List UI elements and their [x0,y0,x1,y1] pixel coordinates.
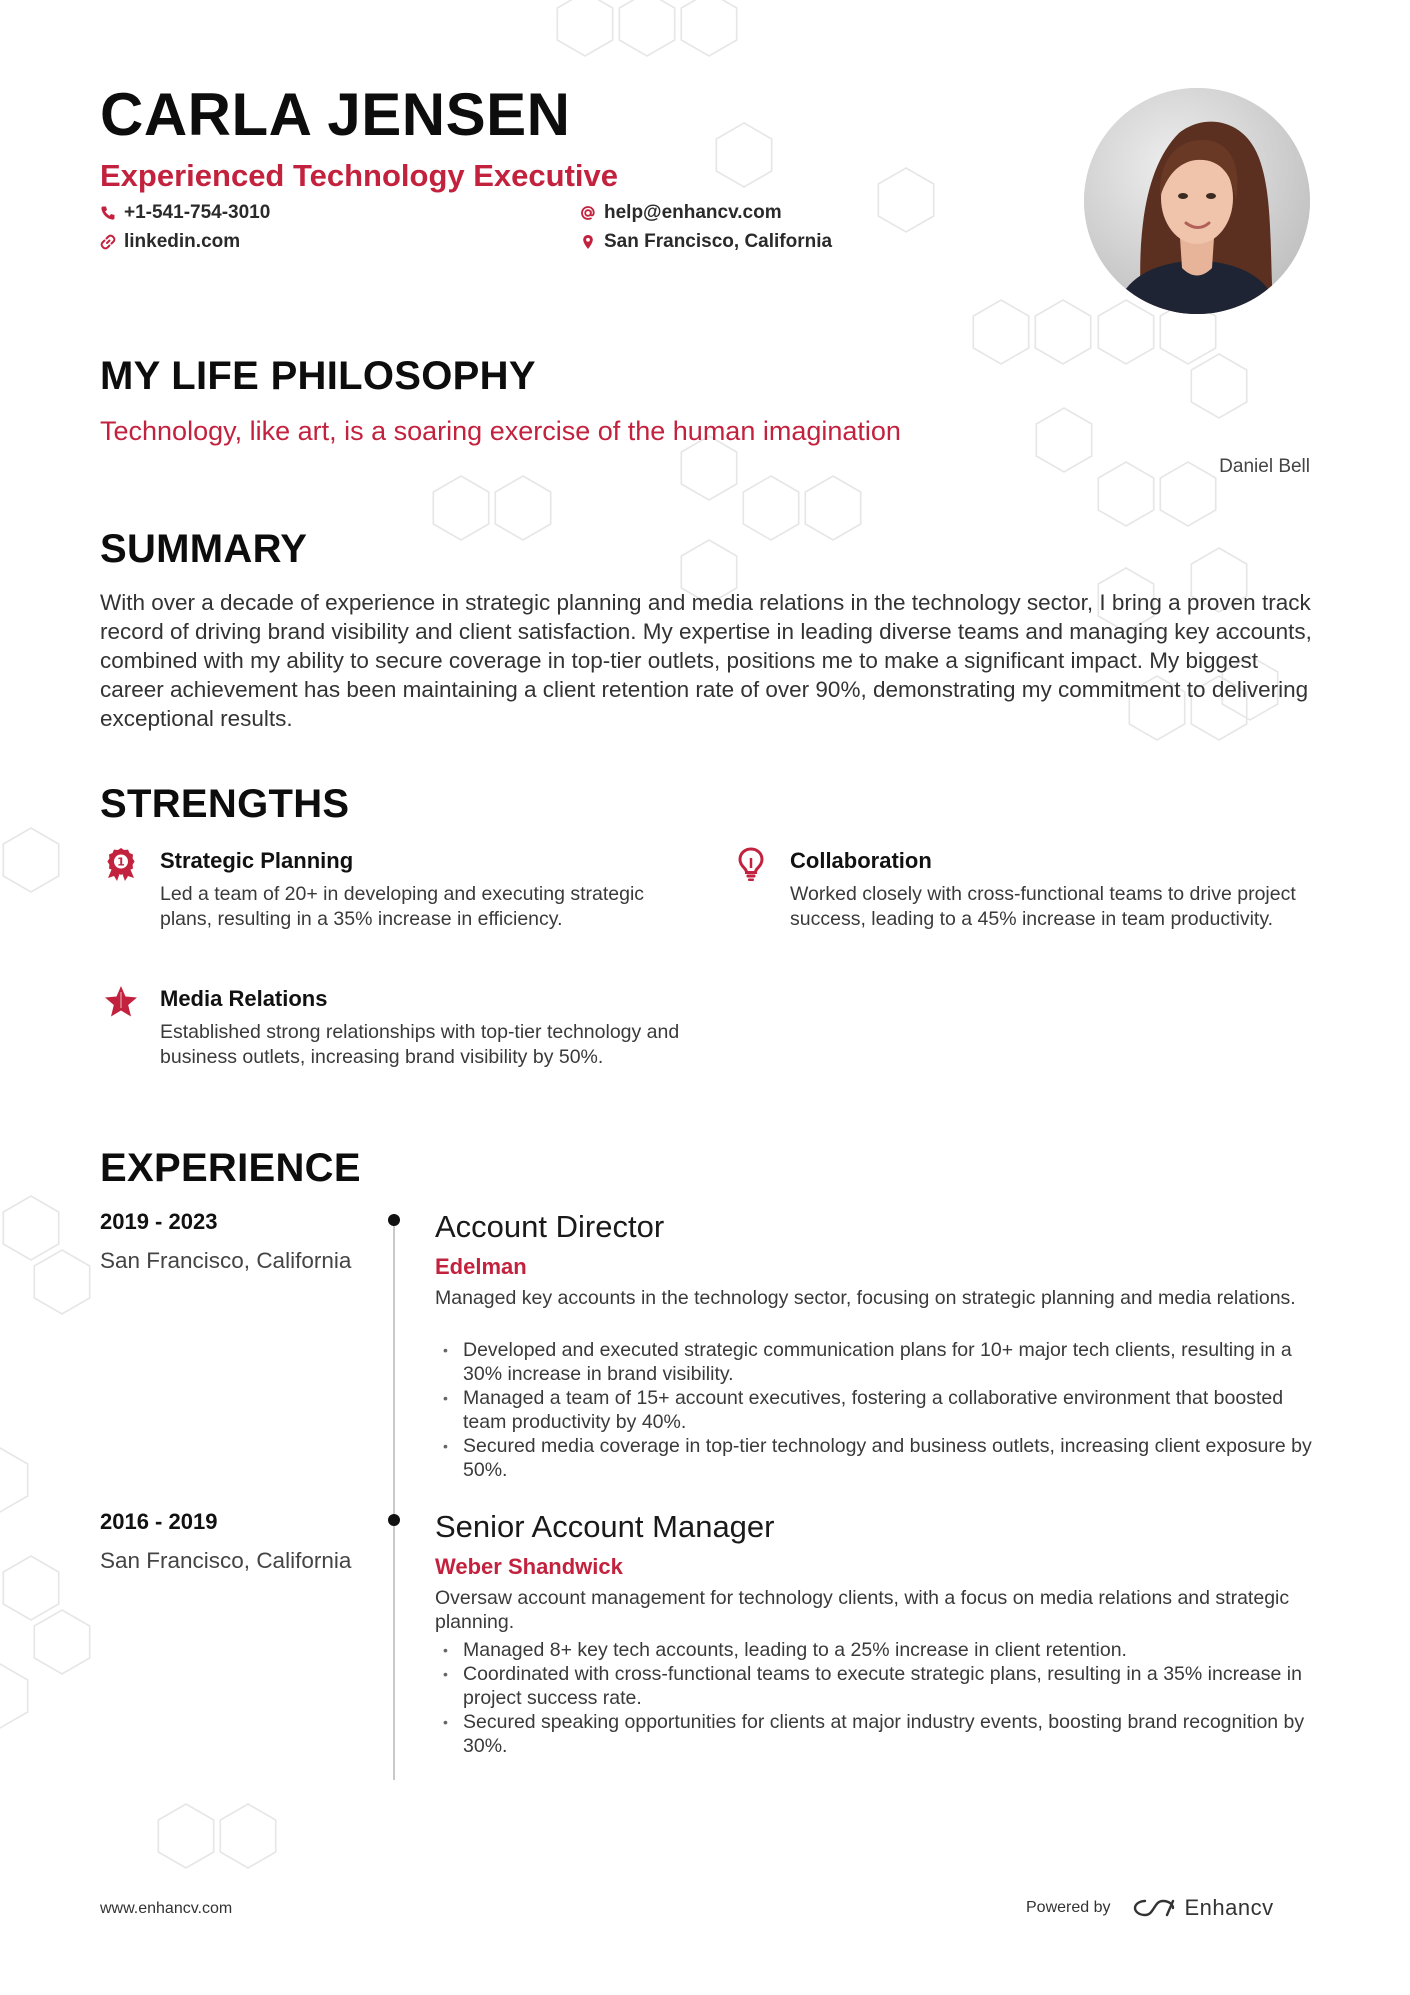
strength-desc: Worked closely with cross-functional teams to drive project success, leading to a 45% increase in team productivity. [790,883,1296,930]
job-bullet: • Managed a team of 15+ account executives, fostering a collaborative environment that boosted team productivity by 40%. [435,1386,1315,1434]
strength-title: Media Relations [160,986,328,1011]
strength-desc: Led a team of 20+ in developing and executing strategic plans, resulting in a 35% increase in efficiency. [160,883,645,930]
quote-author: Daniel Bell [1219,456,1310,477]
email-text[interactable]: help@enhancv.com [604,202,782,223]
star-icon [104,984,138,1020]
phone-text: +1-541-754-3010 [124,202,271,223]
award-ribbon-icon [104,846,138,882]
job-bullet: • Managed 8+ key tech accounts, leading to a 25% increase in client retention. [435,1638,1315,1662]
linkedin-text[interactable]: linkedin.com [124,231,241,252]
job-dates: 2016 - 2019 [100,1509,218,1534]
profile-photo [1084,88,1310,314]
job-description: Managed key accounts in the technology sector, focusing on strategic planning and media relations. [435,1287,1296,1309]
summary-title: SUMMARY [100,527,308,571]
candidate-headline: Experienced Technology Executive [100,158,618,193]
brand-name: Enhancv [1184,1895,1274,1920]
job-location: San Francisco, California [100,1548,352,1573]
summary-text: With over a decade of experience in strategic planning and media relations in the technology sector, I bring a proven track record of driving brand visibility and client satisfaction. My expertise in leading diverse teams and managing key accounts, combined with my ability to secure coverage in top-tier outlets, positions me to make a significant impact. My biggest career achievement has been maintaining a client retention rate of over 90%, demonstrating my commitment to delivering exceptional results. [100,590,1312,731]
footer-powered-by [1026,1895,1274,1921]
svg-text:1: 1 [117,855,125,869]
timeline-dot [388,1514,400,1526]
job-company: Weber Shandwick [435,1554,623,1579]
job-title: Account Director [435,1209,665,1244]
contact-location [580,231,832,253]
job-description: Oversaw account management for technology clients, with a focus on media relations and strategic planning. [435,1587,1290,1633]
timeline-dot [388,1214,400,1226]
location-text: San Francisco, California [604,231,833,252]
footer-website[interactable]: www.enhancv.com [100,1900,233,1917]
contact-linkedin[interactable] [100,231,240,253]
profile-photo-illustration [1084,88,1310,314]
link-icon [100,234,116,250]
experience-title: EXPERIENCE [100,1146,361,1190]
phone-icon [100,205,116,221]
philosophy-title: MY LIFE PHILOSOPHY [100,354,536,398]
job-bullet: • Secured speaking opportunities for clients at major industry events, boosting brand recognition by 30%. [435,1710,1315,1758]
powered-by-label: Powered by [1026,1899,1111,1916]
location-pin-icon [580,234,596,250]
job-bullet: • Coordinated with cross-functional teams to execute strategic plans, resulting in a 35% increase in project success rate. [435,1662,1315,1710]
strength-title: Strategic Planning [160,848,354,873]
job-bullet: • Developed and executed strategic communication plans for 10+ major tech clients, resulting in a 30% increase in brand visibility. [435,1338,1315,1386]
contact-phone [100,202,270,224]
philosophy-quote: Technology, like art, is a soaring exercise of the human imagination [100,416,901,446]
job-bullet: • Secured media coverage in top-tier technology and business outlets, increasing client exposure by 50%. [435,1434,1315,1482]
lightbulb-icon [734,846,768,882]
job-location: San Francisco, California [100,1248,352,1273]
brand-logo [1131,1895,1274,1921]
job-dates: 2019 - 2023 [100,1209,218,1234]
strength-desc: Established strong relationships with top-tier technology and business outlets, increasing brand visibility by 50%. [160,1021,680,1068]
contact-email[interactable] [580,202,782,224]
strengths-title: STRENGTHS [100,782,350,826]
strength-title: Collaboration [790,848,932,873]
job-bullets [435,1638,1315,1758]
job-bullets [435,1338,1315,1482]
experience-timeline [393,1218,395,1780]
job-company: Edelman [435,1254,527,1279]
candidate-name: CARLA JENSEN [100,81,571,148]
at-sign-icon [580,205,596,221]
enhancv-logo-icon [1131,1896,1177,1920]
job-title: Senior Account Manager [435,1509,775,1544]
